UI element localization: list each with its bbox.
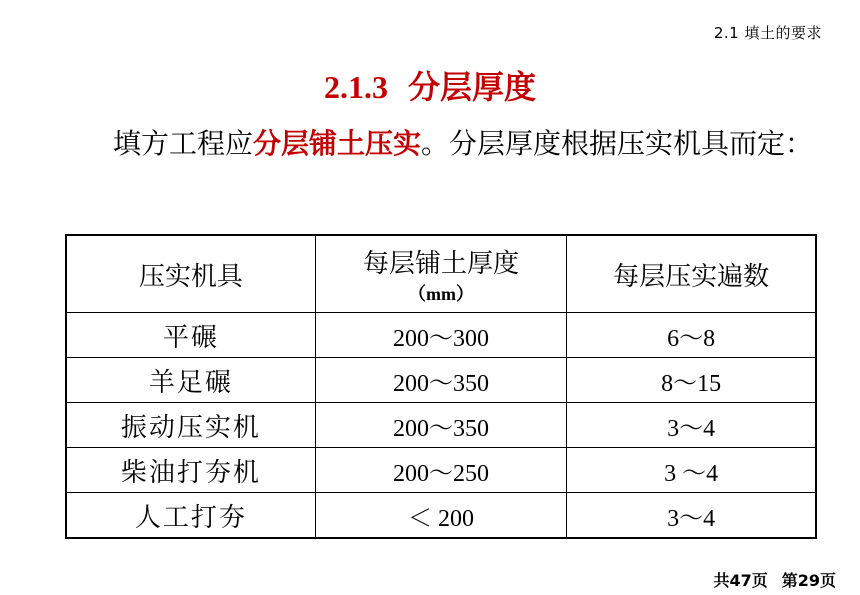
cell-thickness: 200～350 (315, 358, 566, 403)
intro-paragraph (57, 122, 817, 166)
header-thickness (315, 235, 566, 313)
section-number: 2.1.3 (323, 69, 388, 105)
cell-passes: 6～8 (567, 313, 816, 358)
cell-machine: 柴油打夯机 (66, 448, 315, 493)
table-row (66, 493, 816, 539)
intro-text-before: 填方工程应 (113, 127, 254, 160)
cell-machine: 人工打夯 (66, 493, 315, 539)
section-title-text: 分层厚度 (407, 68, 536, 106)
cell-thickness: ＜ 200 (315, 493, 566, 539)
page-current: 第29页 (781, 571, 836, 590)
cell-passes: 8～15 (567, 358, 816, 403)
cell-passes: 3 ～4 (567, 448, 816, 493)
cell-thickness: 200～250 (315, 448, 566, 493)
cell-machine: 振动压实机 (66, 403, 315, 448)
table-row (66, 313, 816, 358)
header-machine: 压实机具 (66, 235, 315, 313)
page-indicator (713, 568, 836, 591)
section-title (0, 62, 860, 108)
cell-machine: 平碾 (66, 313, 315, 358)
cell-machine: 羊足碾 (66, 358, 315, 403)
section-reference: 2.1 填土的要求 (713, 24, 822, 42)
intro-emphasis: 分层铺土压实 (253, 127, 422, 160)
cell-passes: 3～4 (567, 403, 816, 448)
compaction-table (65, 234, 817, 539)
header-thickness-unit: （mm） (408, 283, 474, 304)
table-row (66, 358, 816, 403)
table-header-row (66, 235, 816, 313)
cell-thickness: 200～350 (315, 403, 566, 448)
intro-text-after: 。分层厚度根据压实机具而定： (421, 127, 814, 160)
header-passes: 每层压实遍数 (567, 235, 816, 313)
header-thickness-label: 每层铺土厚度 (362, 248, 519, 279)
cell-thickness: 200～300 (315, 313, 566, 358)
page-total: 共47页 (713, 571, 768, 590)
cell-passes: 3～4 (567, 493, 816, 539)
table-row (66, 448, 816, 493)
table-row (66, 403, 816, 448)
